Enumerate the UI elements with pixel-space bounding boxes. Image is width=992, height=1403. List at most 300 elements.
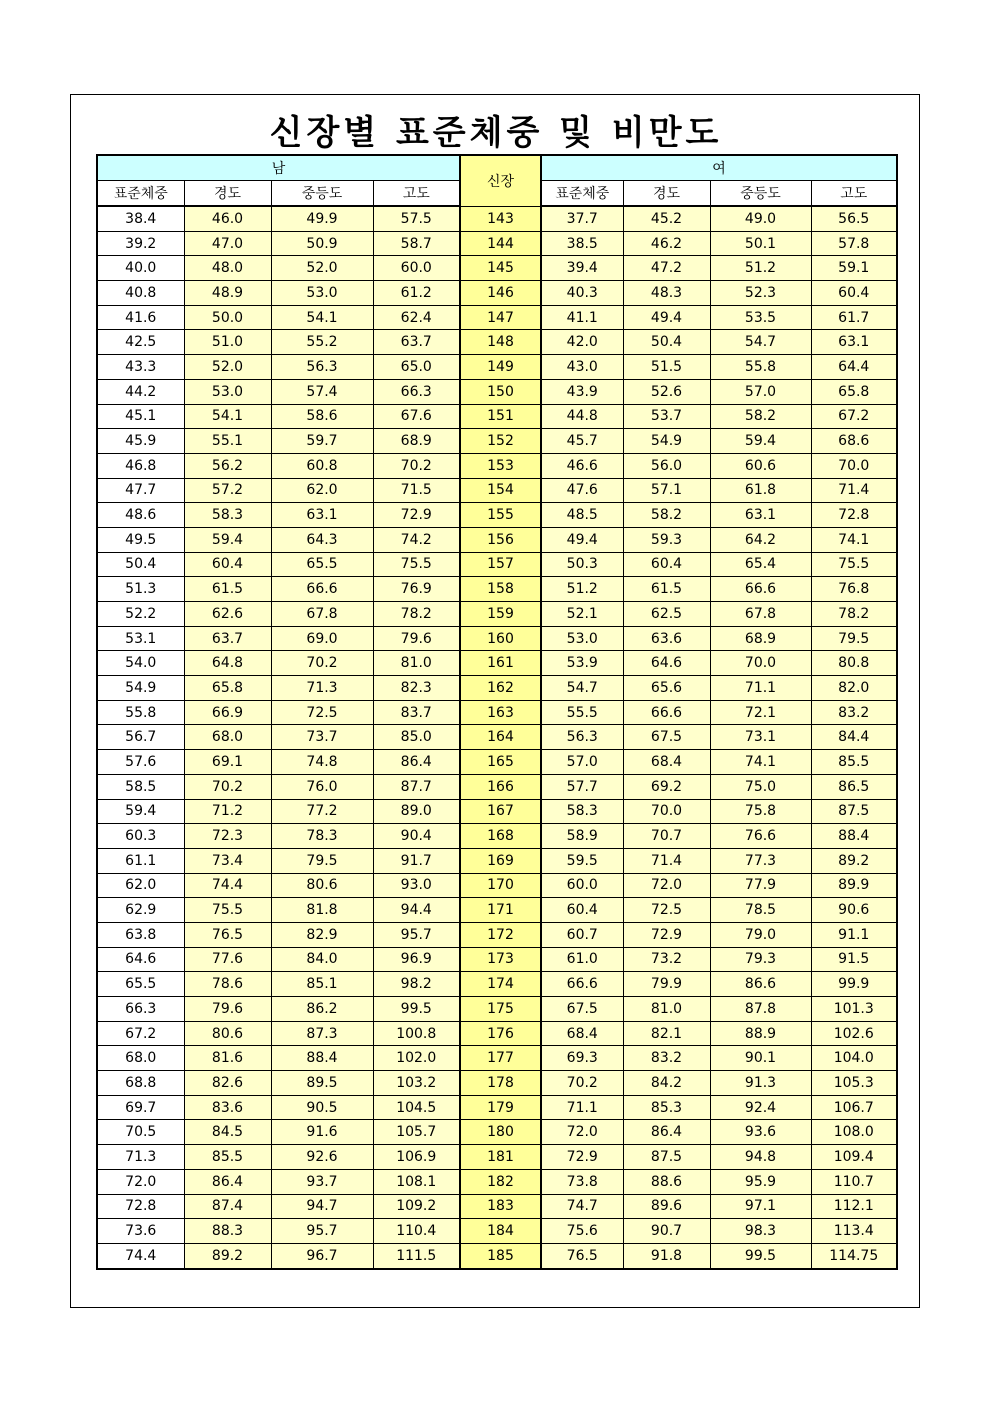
cell-height: 155 xyxy=(460,503,541,528)
col-header-female-mild: 경도 xyxy=(623,181,710,207)
cell-male-standard: 42.5 xyxy=(97,330,184,355)
cell-female-severe: 76.8 xyxy=(811,577,897,602)
cell-female-standard: 49.4 xyxy=(541,527,623,552)
cell-female-severe: 91.5 xyxy=(811,947,897,972)
cell-height: 154 xyxy=(460,478,541,503)
cell-female-mild: 87.5 xyxy=(623,1145,710,1170)
cell-male-moderate: 50.9 xyxy=(271,231,373,256)
cell-male-moderate: 96.7 xyxy=(271,1243,373,1268)
cell-male-mild: 89.2 xyxy=(184,1243,271,1268)
cell-male-moderate: 87.3 xyxy=(271,1021,373,1046)
cell-female-moderate: 50.1 xyxy=(710,231,811,256)
cell-female-standard: 60.7 xyxy=(541,922,623,947)
cell-female-standard: 56.3 xyxy=(541,725,623,750)
cell-height: 143 xyxy=(460,206,541,231)
cell-male-mild: 80.6 xyxy=(184,1021,271,1046)
cell-female-standard: 69.3 xyxy=(541,1046,623,1071)
cell-height: 147 xyxy=(460,305,541,330)
cell-female-severe: 75.5 xyxy=(811,552,897,577)
cell-male-mild: 48.0 xyxy=(184,256,271,281)
table-row xyxy=(97,922,897,947)
col-header-female-moderate: 중등도 xyxy=(710,181,811,207)
cell-female-moderate: 49.0 xyxy=(710,206,811,231)
cell-female-severe: 82.0 xyxy=(811,676,897,701)
cell-female-severe: 63.1 xyxy=(811,330,897,355)
cell-female-moderate: 66.6 xyxy=(710,577,811,602)
cell-male-standard: 40.0 xyxy=(97,256,184,281)
cell-male-severe: 102.0 xyxy=(373,1046,460,1071)
cell-male-moderate: 71.3 xyxy=(271,676,373,701)
cell-male-standard: 56.7 xyxy=(97,725,184,750)
cell-female-standard: 54.7 xyxy=(541,676,623,701)
cell-female-mild: 83.2 xyxy=(623,1046,710,1071)
cell-male-severe: 70.2 xyxy=(373,453,460,478)
cell-male-standard: 54.9 xyxy=(97,676,184,701)
cell-female-mild: 72.0 xyxy=(623,873,710,898)
cell-male-standard: 62.0 xyxy=(97,873,184,898)
cell-male-moderate: 55.2 xyxy=(271,330,373,355)
cell-female-standard: 74.7 xyxy=(541,1194,623,1219)
table-row xyxy=(97,676,897,701)
male-header: 남 xyxy=(97,155,460,181)
cell-male-mild: 64.8 xyxy=(184,651,271,676)
cell-height: 150 xyxy=(460,379,541,404)
table-row xyxy=(97,750,897,775)
cell-female-mild: 82.1 xyxy=(623,1021,710,1046)
cell-female-severe: 89.9 xyxy=(811,873,897,898)
cell-female-standard: 60.4 xyxy=(541,898,623,923)
cell-female-moderate: 75.8 xyxy=(710,799,811,824)
table-row xyxy=(97,453,897,478)
table-row xyxy=(97,774,897,799)
cell-male-mild: 85.5 xyxy=(184,1145,271,1170)
cell-male-mild: 75.5 xyxy=(184,898,271,923)
cell-female-standard: 43.0 xyxy=(541,355,623,380)
cell-male-mild: 68.0 xyxy=(184,725,271,750)
cell-male-moderate: 54.1 xyxy=(271,305,373,330)
cell-female-moderate: 60.6 xyxy=(710,453,811,478)
col-header-female-standard: 표준체중 xyxy=(541,181,623,207)
cell-male-standard: 46.8 xyxy=(97,453,184,478)
cell-female-moderate: 86.6 xyxy=(710,972,811,997)
cell-female-severe: 89.2 xyxy=(811,848,897,873)
cell-male-severe: 72.9 xyxy=(373,503,460,528)
cell-female-standard: 57.7 xyxy=(541,774,623,799)
cell-male-standard: 48.6 xyxy=(97,503,184,528)
cell-male-mild: 63.7 xyxy=(184,626,271,651)
cell-height: 153 xyxy=(460,453,541,478)
cell-female-severe: 65.8 xyxy=(811,379,897,404)
cell-male-mild: 61.5 xyxy=(184,577,271,602)
cell-female-mild: 49.4 xyxy=(623,305,710,330)
cell-female-moderate: 52.3 xyxy=(710,281,811,306)
cell-height: 166 xyxy=(460,774,541,799)
table-row xyxy=(97,577,897,602)
table-row xyxy=(97,602,897,627)
table-body xyxy=(97,206,897,1269)
cell-male-moderate: 69.0 xyxy=(271,626,373,651)
col-header-male-standard: 표준체중 xyxy=(97,181,184,207)
cell-male-standard: 39.2 xyxy=(97,231,184,256)
cell-female-standard: 37.7 xyxy=(541,206,623,231)
cell-female-standard: 55.5 xyxy=(541,700,623,725)
cell-height: 181 xyxy=(460,1145,541,1170)
cell-female-mild: 69.2 xyxy=(623,774,710,799)
cell-male-moderate: 86.2 xyxy=(271,997,373,1022)
cell-male-severe: 96.9 xyxy=(373,947,460,972)
cell-male-mild: 48.9 xyxy=(184,281,271,306)
cell-female-severe: 57.8 xyxy=(811,231,897,256)
cell-male-severe: 61.2 xyxy=(373,281,460,306)
cell-male-severe: 93.0 xyxy=(373,873,460,898)
cell-male-standard: 53.1 xyxy=(97,626,184,651)
cell-female-severe: 109.4 xyxy=(811,1145,897,1170)
cell-female-severe: 101.3 xyxy=(811,997,897,1022)
cell-female-mild: 81.0 xyxy=(623,997,710,1022)
cell-male-moderate: 74.8 xyxy=(271,750,373,775)
cell-female-moderate: 64.2 xyxy=(710,527,811,552)
cell-male-moderate: 63.1 xyxy=(271,503,373,528)
cell-female-moderate: 58.2 xyxy=(710,404,811,429)
female-header: 여 xyxy=(541,155,897,181)
cell-male-mild: 87.4 xyxy=(184,1194,271,1219)
cell-female-moderate: 75.0 xyxy=(710,774,811,799)
cell-male-standard: 66.3 xyxy=(97,997,184,1022)
cell-height: 171 xyxy=(460,898,541,923)
cell-female-severe: 105.3 xyxy=(811,1071,897,1096)
cell-female-moderate: 68.9 xyxy=(710,626,811,651)
cell-male-mild: 51.0 xyxy=(184,330,271,355)
cell-female-standard: 52.1 xyxy=(541,602,623,627)
cell-male-standard: 61.1 xyxy=(97,848,184,873)
cell-female-severe: 80.8 xyxy=(811,651,897,676)
cell-female-standard: 46.6 xyxy=(541,453,623,478)
cell-height: 152 xyxy=(460,429,541,454)
cell-female-severe: 59.1 xyxy=(811,256,897,281)
cell-male-severe: 82.3 xyxy=(373,676,460,701)
cell-female-mild: 67.5 xyxy=(623,725,710,750)
cell-male-moderate: 64.3 xyxy=(271,527,373,552)
cell-male-mild: 78.6 xyxy=(184,972,271,997)
cell-female-severe: 88.4 xyxy=(811,824,897,849)
cell-height: 180 xyxy=(460,1120,541,1145)
cell-female-mild: 61.5 xyxy=(623,577,710,602)
cell-height: 160 xyxy=(460,626,541,651)
cell-male-severe: 60.0 xyxy=(373,256,460,281)
cell-male-standard: 72.8 xyxy=(97,1194,184,1219)
cell-male-moderate: 66.6 xyxy=(271,577,373,602)
cell-male-severe: 91.7 xyxy=(373,848,460,873)
cell-height: 182 xyxy=(460,1169,541,1194)
cell-male-moderate: 77.2 xyxy=(271,799,373,824)
cell-height: 163 xyxy=(460,700,541,725)
cell-female-standard: 57.0 xyxy=(541,750,623,775)
cell-female-severe: 110.7 xyxy=(811,1169,897,1194)
table-row xyxy=(97,848,897,873)
cell-male-mild: 65.8 xyxy=(184,676,271,701)
table-row xyxy=(97,1219,897,1244)
table-row xyxy=(97,379,897,404)
table-row xyxy=(97,1120,897,1145)
cell-male-moderate: 49.9 xyxy=(271,206,373,231)
cell-height: 174 xyxy=(460,972,541,997)
table-row xyxy=(97,898,897,923)
cell-female-mild: 46.2 xyxy=(623,231,710,256)
table-row xyxy=(97,305,897,330)
cell-male-severe: 83.7 xyxy=(373,700,460,725)
cell-female-moderate: 88.9 xyxy=(710,1021,811,1046)
cell-female-standard: 53.0 xyxy=(541,626,623,651)
cell-height: 175 xyxy=(460,997,541,1022)
cell-height: 148 xyxy=(460,330,541,355)
cell-female-mild: 91.8 xyxy=(623,1243,710,1268)
table-row xyxy=(97,330,897,355)
cell-male-mild: 69.1 xyxy=(184,750,271,775)
cell-female-mild: 73.2 xyxy=(623,947,710,972)
cell-male-mild: 59.4 xyxy=(184,527,271,552)
cell-female-moderate: 70.0 xyxy=(710,651,811,676)
cell-male-severe: 89.0 xyxy=(373,799,460,824)
cell-female-moderate: 79.0 xyxy=(710,922,811,947)
cell-male-moderate: 62.0 xyxy=(271,478,373,503)
cell-male-moderate: 76.0 xyxy=(271,774,373,799)
table-row xyxy=(97,429,897,454)
cell-male-moderate: 52.0 xyxy=(271,256,373,281)
cell-height: 178 xyxy=(460,1071,541,1096)
cell-male-standard: 47.7 xyxy=(97,478,184,503)
cell-female-mild: 66.6 xyxy=(623,700,710,725)
table-row xyxy=(97,355,897,380)
cell-female-standard: 71.1 xyxy=(541,1095,623,1120)
cell-male-standard: 71.3 xyxy=(97,1145,184,1170)
cell-female-standard: 72.0 xyxy=(541,1120,623,1145)
cell-female-standard: 68.4 xyxy=(541,1021,623,1046)
cell-male-severe: 108.1 xyxy=(373,1169,460,1194)
cell-female-moderate: 54.7 xyxy=(710,330,811,355)
cell-male-moderate: 91.6 xyxy=(271,1120,373,1145)
table-row xyxy=(97,1071,897,1096)
cell-height: 157 xyxy=(460,552,541,577)
cell-male-standard: 57.6 xyxy=(97,750,184,775)
cell-female-standard: 73.8 xyxy=(541,1169,623,1194)
cell-female-mild: 65.6 xyxy=(623,676,710,701)
cell-female-severe: 84.4 xyxy=(811,725,897,750)
cell-height: 167 xyxy=(460,799,541,824)
cell-male-moderate: 70.2 xyxy=(271,651,373,676)
table-row xyxy=(97,651,897,676)
cell-male-mild: 54.1 xyxy=(184,404,271,429)
cell-height: 169 xyxy=(460,848,541,873)
cell-male-standard: 50.4 xyxy=(97,552,184,577)
table-row xyxy=(97,1145,897,1170)
cell-female-mild: 59.3 xyxy=(623,527,710,552)
cell-female-standard: 50.3 xyxy=(541,552,623,577)
cell-female-mild: 47.2 xyxy=(623,256,710,281)
cell-female-moderate: 95.9 xyxy=(710,1169,811,1194)
cell-male-standard: 64.6 xyxy=(97,947,184,972)
cell-female-mild: 84.2 xyxy=(623,1071,710,1096)
cell-male-mild: 62.6 xyxy=(184,602,271,627)
cell-male-standard: 67.2 xyxy=(97,1021,184,1046)
cell-male-moderate: 65.5 xyxy=(271,552,373,577)
cell-female-standard: 58.9 xyxy=(541,824,623,849)
cell-male-standard: 63.8 xyxy=(97,922,184,947)
cell-male-standard: 49.5 xyxy=(97,527,184,552)
cell-male-moderate: 79.5 xyxy=(271,848,373,873)
cell-female-mild: 79.9 xyxy=(623,972,710,997)
cell-male-mild: 76.5 xyxy=(184,922,271,947)
table-row xyxy=(97,873,897,898)
cell-male-mild: 79.6 xyxy=(184,997,271,1022)
cell-female-standard: 44.8 xyxy=(541,404,623,429)
cell-female-standard: 72.9 xyxy=(541,1145,623,1170)
cell-male-mild: 83.6 xyxy=(184,1095,271,1120)
cell-male-moderate: 92.6 xyxy=(271,1145,373,1170)
cell-female-severe: 86.5 xyxy=(811,774,897,799)
cell-female-standard: 47.6 xyxy=(541,478,623,503)
cell-male-standard: 45.1 xyxy=(97,404,184,429)
page-title: 신장별 표준체중 및 비만도 xyxy=(269,113,723,153)
cell-male-moderate: 81.8 xyxy=(271,898,373,923)
table-row xyxy=(97,231,897,256)
cell-female-moderate: 73.1 xyxy=(710,725,811,750)
cell-female-severe: 104.0 xyxy=(811,1046,897,1071)
cell-height: 184 xyxy=(460,1219,541,1244)
cell-male-severe: 78.2 xyxy=(373,602,460,627)
cell-female-moderate: 98.3 xyxy=(710,1219,811,1244)
cell-male-moderate: 85.1 xyxy=(271,972,373,997)
cell-male-standard: 43.3 xyxy=(97,355,184,380)
cell-male-standard: 72.0 xyxy=(97,1169,184,1194)
cell-female-standard: 48.5 xyxy=(541,503,623,528)
cell-height: 144 xyxy=(460,231,541,256)
cell-female-severe: 112.1 xyxy=(811,1194,897,1219)
cell-height: 168 xyxy=(460,824,541,849)
cell-female-moderate: 94.8 xyxy=(710,1145,811,1170)
cell-female-severe: 99.9 xyxy=(811,972,897,997)
cell-female-moderate: 71.1 xyxy=(710,676,811,701)
cell-male-severe: 76.9 xyxy=(373,577,460,602)
cell-female-mild: 63.6 xyxy=(623,626,710,651)
cell-male-moderate: 95.7 xyxy=(271,1219,373,1244)
cell-female-mild: 88.6 xyxy=(623,1169,710,1194)
cell-height: 151 xyxy=(460,404,541,429)
cell-female-mild: 45.2 xyxy=(623,206,710,231)
table-row xyxy=(97,206,897,231)
cell-male-severe: 65.0 xyxy=(373,355,460,380)
cell-female-severe: 78.2 xyxy=(811,602,897,627)
cell-female-standard: 40.3 xyxy=(541,281,623,306)
cell-male-mild: 55.1 xyxy=(184,429,271,454)
cell-female-moderate: 65.4 xyxy=(710,552,811,577)
cell-height: 162 xyxy=(460,676,541,701)
cell-male-severe: 81.0 xyxy=(373,651,460,676)
cell-male-mild: 46.0 xyxy=(184,206,271,231)
cell-male-moderate: 93.7 xyxy=(271,1169,373,1194)
cell-female-standard: 38.5 xyxy=(541,231,623,256)
table-row xyxy=(97,1194,897,1219)
cell-male-moderate: 56.3 xyxy=(271,355,373,380)
col-header-male-severe: 고도 xyxy=(373,181,460,207)
cell-height: 161 xyxy=(460,651,541,676)
cell-male-mild: 58.3 xyxy=(184,503,271,528)
cell-female-severe: 56.5 xyxy=(811,206,897,231)
cell-male-standard: 45.9 xyxy=(97,429,184,454)
cell-female-standard: 58.3 xyxy=(541,799,623,824)
cell-female-mild: 57.1 xyxy=(623,478,710,503)
cell-female-mild: 72.5 xyxy=(623,898,710,923)
cell-male-standard: 58.5 xyxy=(97,774,184,799)
cell-female-severe: 67.2 xyxy=(811,404,897,429)
cell-female-standard: 61.0 xyxy=(541,947,623,972)
table-row xyxy=(97,552,897,577)
cell-male-severe: 104.5 xyxy=(373,1095,460,1120)
cell-female-mild: 90.7 xyxy=(623,1219,710,1244)
cell-female-moderate: 79.3 xyxy=(710,947,811,972)
cell-height: 183 xyxy=(460,1194,541,1219)
cell-male-standard: 62.9 xyxy=(97,898,184,923)
cell-male-mild: 73.4 xyxy=(184,848,271,873)
cell-male-mild: 71.2 xyxy=(184,799,271,824)
cell-male-moderate: 59.7 xyxy=(271,429,373,454)
cell-female-moderate: 78.5 xyxy=(710,898,811,923)
table-row xyxy=(97,1021,897,1046)
col-header-female-severe: 고도 xyxy=(811,181,897,207)
cell-female-standard: 53.9 xyxy=(541,651,623,676)
cell-female-severe: 85.5 xyxy=(811,750,897,775)
cell-female-mild: 70.7 xyxy=(623,824,710,849)
cell-female-moderate: 51.2 xyxy=(710,256,811,281)
table-row xyxy=(97,404,897,429)
cell-female-standard: 70.2 xyxy=(541,1071,623,1096)
cell-female-mild: 89.6 xyxy=(623,1194,710,1219)
cell-female-mild: 70.0 xyxy=(623,799,710,824)
cell-male-severe: 79.6 xyxy=(373,626,460,651)
cell-female-moderate: 72.1 xyxy=(710,700,811,725)
cell-male-severe: 74.2 xyxy=(373,527,460,552)
cell-male-standard: 52.2 xyxy=(97,602,184,627)
table-row xyxy=(97,527,897,552)
cell-female-severe: 68.6 xyxy=(811,429,897,454)
cell-female-severe: 79.5 xyxy=(811,626,897,651)
cell-male-mild: 57.2 xyxy=(184,478,271,503)
height-header: 신장 xyxy=(460,155,541,206)
cell-male-mild: 82.6 xyxy=(184,1071,271,1096)
table-row xyxy=(97,478,897,503)
cell-male-severe: 87.7 xyxy=(373,774,460,799)
cell-female-severe: 108.0 xyxy=(811,1120,897,1145)
cell-height: 179 xyxy=(460,1095,541,1120)
cell-male-mild: 66.9 xyxy=(184,700,271,725)
cell-male-severe: 94.4 xyxy=(373,898,460,923)
table-row xyxy=(97,725,897,750)
table-row xyxy=(97,503,897,528)
cell-male-moderate: 58.6 xyxy=(271,404,373,429)
cell-male-mild: 60.4 xyxy=(184,552,271,577)
cell-male-mild: 53.0 xyxy=(184,379,271,404)
table-row xyxy=(97,947,897,972)
cell-male-standard: 74.4 xyxy=(97,1243,184,1268)
cell-male-mild: 56.2 xyxy=(184,453,271,478)
cell-male-standard: 59.4 xyxy=(97,799,184,824)
cell-male-severe: 67.6 xyxy=(373,404,460,429)
cell-male-severe: 105.7 xyxy=(373,1120,460,1145)
cell-female-mild: 54.9 xyxy=(623,429,710,454)
cell-female-mild: 48.3 xyxy=(623,281,710,306)
cell-male-mild: 84.5 xyxy=(184,1120,271,1145)
cell-female-severe: 64.4 xyxy=(811,355,897,380)
cell-female-moderate: 77.9 xyxy=(710,873,811,898)
